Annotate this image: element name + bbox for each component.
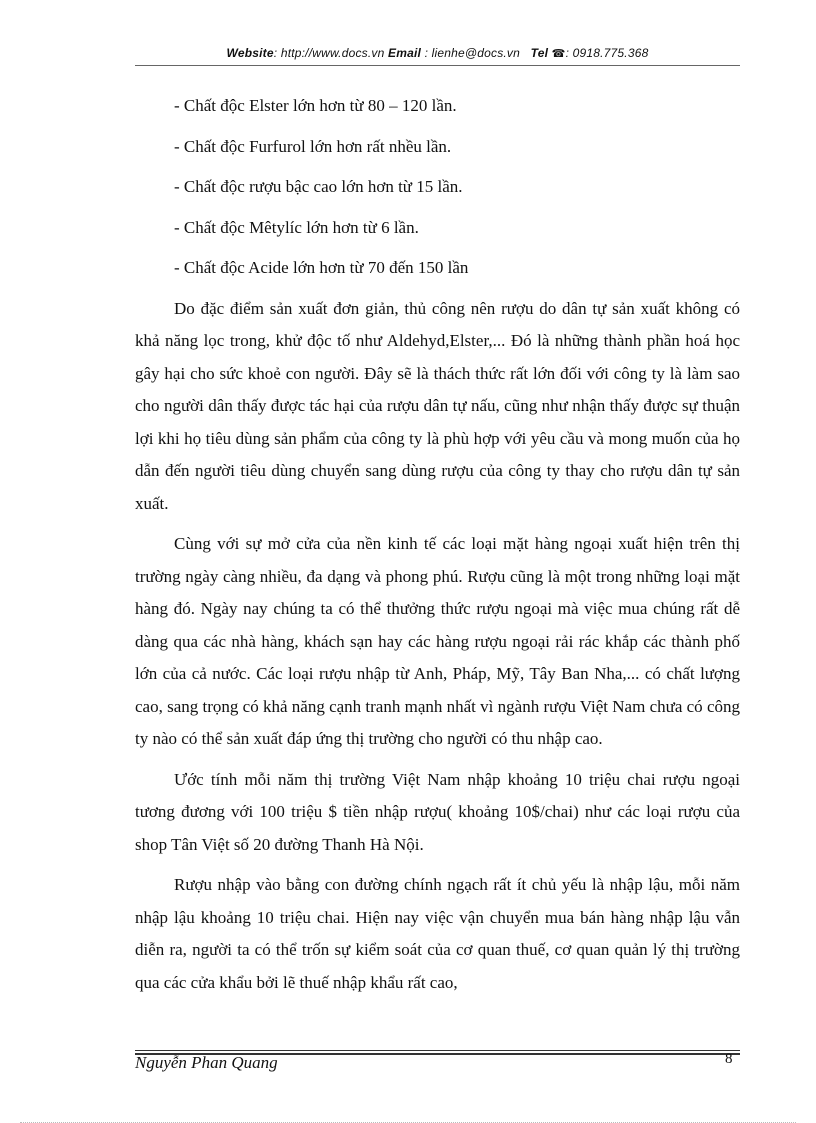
bullet-item: - Chất độc rượu bậc cao lớn hơn từ 15 lần.	[174, 177, 463, 196]
paragraph: Rượu nhập vào bằng con đường chính ngạch rất ít chủ yếu là nhập lậu, mỗi năm nhập lậu khoảng 10 triệu chai. Hiện nay việc vận chuyển mua bán hàng nhập lậu vẫn diễn ra, người ta có thể trốn sự kiểm soát của cơ quan thuế, cơ quan quản lý thị trường qua các cửa khẩu bởi lẽ thuế nhập khẩu rất cao,	[135, 875, 740, 992]
footer-divider	[135, 1050, 740, 1051]
website-label: Website	[226, 46, 274, 60]
tel-label: Tel	[530, 46, 549, 60]
email-value[interactable]: : lienhe@docs.vn	[421, 46, 520, 60]
paragraph: Ước tính mỗi năm thị trường Việt Nam nhập khoảng 10 triệu chai rượu ngoại tương đương với 100 triệu $ tiền nhập rượu( khoảng 10$/chai) như các loại rượu của shop Tân Việt số 20 đường Thanh Hà Nội.	[135, 769, 740, 854]
tel-value: : 0918.775.368	[565, 46, 649, 60]
bullet-item: - Chất độc Acide lớn hơn từ 70 đến 150 lần	[174, 258, 469, 277]
page-body	[135, 90, 740, 1007]
bullet-item: - Chất độc Furfurol lớn hơn rất nhều lần.	[174, 136, 452, 156]
paragraph: Cùng với sự mở cửa của nền kinh tế các loại mặt hàng ngoại xuất hiện trên thị trường ngày càng nhiều, đa dạng và phong phú. Rượu cũng là một trong những loại mặt hàng đó. Ngày nay chúng ta có thể thưởng thức rượu ngoại mà việc mua chúng rất dễ dàng qua các nhà hàng, khách sạn hay các hàng rượu ngoại rải rác khắp các thành phố lớn của cả nước. Các loại rượu nhập từ Anh, Pháp, Mỹ, Tây Ban Nha,... có chất lượng cao, sang trọng có khả năng cạnh tranh mạnh nhất vì ngành rượu Việt Nam chưa có công ty nào có thể sản xuất đáp ứng thị trường cho người có thu nhập cao.	[135, 534, 740, 748]
paragraph: Do đặc điểm sản xuất đơn giản, thủ công nên rượu do dân tự sản xuất không có khả năng lọc trong, khử độc tố như Aldehyd,Elster,... Đó là những thành phần hoá học gây hại cho sức khoẻ con người. Đây sẽ là thách thức rất lớn đối với công ty là làm sao cho người dân thấy được tác hại của rượu dân tự nấu, cũng như nhận thấy được sự thuận lợi khi họ tiêu dùng sản phẩm của công ty là phù hợp với yêu cầu và mong muốn của họ dẫn đến người tiêu dùng chuyển sang dùng rượu của công ty thay cho rượu dân tự sản xuất.	[135, 298, 740, 513]
page-header	[135, 46, 740, 60]
email-label: Email	[388, 46, 422, 60]
page-number: 8	[725, 1051, 733, 1067]
bullet-item: - Chất độc Elster lớn hơn từ 80 – 120 lần.	[174, 96, 457, 115]
bullet-item: - Chất độc Mêtylíc lớn hơn từ 6 lần.	[174, 217, 419, 237]
footer-author: Nguyễn Phan Quang	[135, 1053, 278, 1072]
header-divider	[135, 65, 740, 66]
phone-icon: ☎	[551, 48, 566, 60]
website-value[interactable]: : http://www.docs.vn	[273, 46, 385, 60]
